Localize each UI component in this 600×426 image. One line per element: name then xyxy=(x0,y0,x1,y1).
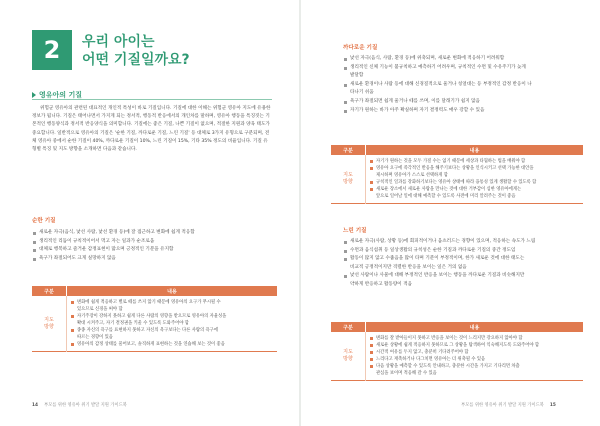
list-item: 낯선 사람이나 사물에 대해 부정적인 반응을 보이는 행동을 까다로운 기질과 비슷해지만 xyxy=(343,272,583,281)
list-item: 느리다고 재촉하거나 다그치면 영유아는 더 위축될 수 있음 xyxy=(370,356,579,363)
subheading-easy xyxy=(32,216,56,224)
list-item-continued: 발달함 xyxy=(350,73,364,79)
list-item: 대체로 행복하고 즐거운 감정표현이 많으며 긍정적인 기분을 유지함 xyxy=(32,246,277,255)
list-item: 영유아의 감정 상태를 물어보고, 솔직하게 표현하는 것을 연습해 보는 것이 좋음 xyxy=(71,341,273,348)
list-item: 새로운 환경이나 사람 등에 대해 신경질적으로 울거나 칭얼대는 등 부정적인 감정 반응이 나 xyxy=(343,81,583,90)
footer-text: 부모를 위한 영유아 위기 발달 지원 가이드북 xyxy=(461,403,544,408)
subheading-text: 까다로운 기질 xyxy=(343,45,378,51)
list-item: 생리적인 신체 기능이 불규칙하고 예측하기 어려우며, 규칙적인 수면 및 수유주기가 늦게 xyxy=(343,64,583,73)
triangle-bullet-icon xyxy=(32,92,36,98)
subheading-text: 느린 기질 xyxy=(343,228,367,234)
table-header-category: 구분 xyxy=(32,286,67,296)
chapter-title-line: 어떤 기질일까요? xyxy=(82,52,190,68)
list-item-continued: 제시하며 영유아가 스스로 선택하게 함 xyxy=(376,173,448,178)
page-number: 14 xyxy=(32,402,38,408)
difficult-guidance-table xyxy=(331,145,583,204)
table-header-content: 내용 xyxy=(366,145,584,155)
list-item: 생리적인 리듬이 규칙적이어서 먹고 자는 일과가 순조로움 xyxy=(32,238,277,247)
guidance-label-line: 지도 xyxy=(44,316,54,323)
right-footer xyxy=(461,402,556,408)
page-number: 15 xyxy=(549,402,556,408)
guidance-label-line: 지도 xyxy=(343,349,353,355)
list-item: 낯선 자극(음식, 사람, 환경 등)에 위축되며, 새로운 변화에 적응하기 어려워함 xyxy=(343,55,583,64)
table-header-category: 구분 xyxy=(331,322,366,332)
table-header-content: 내용 xyxy=(67,286,278,296)
list-item: 욕구가 좌절되면 쉽게 울거나 떼를 쓰며, 이를 달래기가 쉽지 않음 xyxy=(343,98,583,107)
section-divider xyxy=(32,99,272,100)
subheading-difficult xyxy=(343,43,377,51)
subheading-slow xyxy=(343,226,367,234)
list-item-continued: 있으므로 신경을 써야 함 xyxy=(77,307,123,312)
chapter-number-badge: 2 xyxy=(32,30,72,70)
list-item: 새로운 장소에서 새로운 사람을 만나는 것에 대한 거부감이 심한 영유아에게는 xyxy=(370,186,579,193)
list-item-continued: 앞으로 일어날 일에 대해 예측할 수 있도록 사전에 미리 알려주는 것이 좋음 xyxy=(376,194,516,199)
difficult-traits-list xyxy=(343,55,583,115)
list-item: 종종 자신의 욕구를 표현하지 못하고 자신의 욕구보다는 다른 사람의 욕구에 xyxy=(71,327,273,334)
footer-text: 부모를 위한 영유아 위기 발달 지원 가이드북 xyxy=(43,403,127,408)
left-page xyxy=(0,0,299,426)
slow-guidance-table xyxy=(331,322,583,381)
left-footer xyxy=(32,402,127,408)
list-item: 욕구가 좌절되어도 크게 실망하지 않음 xyxy=(32,255,277,264)
right-page xyxy=(301,0,600,426)
guidance-label-line: 방향 xyxy=(44,323,54,330)
list-item: 활동이 많지 않고 수줍음을 많이 타며 기분이 부정적이며, 한가 새로운 것에 대한 태도는 xyxy=(343,255,583,264)
list-item: 새로운 자극(사람, 상황 등)에 회피적이거나 움츠러드는 경향이 있으며, 적응하는 속도가 느림 xyxy=(343,238,583,247)
list-item: 시간적 여유를 두지 않고, 충분히 기다려주어야 함 xyxy=(370,349,579,356)
chapter-title-line: 우리 아이는 xyxy=(82,34,155,50)
list-item: 자기주장이 강하지 못하고 쉽게 다른 사람의 영향을 받으므로 영유아의 자율성을 xyxy=(71,313,273,320)
subheading-text: 순한 기질 xyxy=(32,218,56,224)
list-item-continued: 관심을 보이며 적응해 갈 수 있음 xyxy=(376,371,437,376)
list-item: 수면과 음식섭취 등 일상생활의 규칙성은 순한 기질과 까다로운 기질의 중간 정도임 xyxy=(343,247,583,256)
guidance-label xyxy=(331,155,366,204)
list-item: 변화에 쉽게 적응하고 별로 떼를 쓰지 않기 때문에 영유아의 요구가 무시될 수 xyxy=(71,299,273,306)
guidance-label-line: 지도 xyxy=(343,172,353,178)
guidance-label-line: 방향 xyxy=(343,179,353,185)
slow-traits-list xyxy=(343,238,583,290)
easy-guidance-table xyxy=(32,286,277,352)
guidance-content xyxy=(67,296,278,352)
easy-traits-list xyxy=(32,229,277,263)
list-item: 영유아 요구에 즉각적인 반응을 해주기보다는 상황을 인식시키고 선택 가능한 대안을 xyxy=(370,165,579,172)
guidance-label-line: 방향 xyxy=(343,356,353,362)
chapter-title xyxy=(82,33,272,69)
guidance-label xyxy=(331,332,366,381)
section-heading-text: 영유아의 기질 xyxy=(39,91,83,99)
list-item: 다음 상황을 예측할 수 있도록 안내하고, 충분한 시간을 가지고 기다리면 차츰 xyxy=(370,363,579,370)
list-item-continued: 약하게 반응하고 활동량이 적음 xyxy=(350,281,413,287)
list-item-continued: 따르는 경향이 있음 xyxy=(77,335,113,340)
list-item: 자기가 원하는 것을 모두 가질 수는 없기 때문에 세상과 타협하는 법을 배워야 함 xyxy=(370,158,579,165)
list-item: 자기가 원하는 바가 아주 확실하며 자기 결정력도 매우 강할 수 있음 xyxy=(343,107,583,116)
table-header-content: 내용 xyxy=(366,322,584,332)
table-header-category: 구분 xyxy=(331,145,366,155)
list-item-continued: 비교적 긍정적이지만 격렬한 반응을 보이는 일은 거의 없음 xyxy=(350,264,467,270)
list-item: 규칙적인 일과를 강화하기보다는 영유아 상태에 따라 융통성 있게 생활할 수 있도록 함 xyxy=(370,179,579,186)
list-item: 변화를 잘 받아들이지 못하고 반응을 보이는 것이 느리지만 강요하지 않아야 함 xyxy=(370,335,579,342)
list-item: 새로운 상황에 쉽게 적응하지 못하므로 그 상황을 탐색하여 익숙해지도록 도와주어야 함 xyxy=(370,342,579,349)
list-item-continued: 확대 시켜주고, 자기 결정권을 키울 수 있도록 도와주어야 함 xyxy=(77,321,189,326)
intro-paragraph: 위험군 영유아의 관련된 대표적인 개인적 특성이 바로 기질입니다. 기질에 대한 이해는 위험군 영유아 지도에 유용한 정보가 됩니다. 기질은 태어나면서 가지게 되는 정서적, 행동적 반응에서의 개인차를 말하며, 영유아 행동을 특징짓는 기본적인 행동양식과 정서적 반응양식을 의미합니다. 기질에는 좋은 기질, 나쁜 기질이 없으며, 적절한 지원과 양육 태도가 중요합니다. 일반적으로 영유아의 기질은 '순한 기질, 까다로운 기질, 느린 기질' 등 대체로 3가지 유형으로 구분되며, 전체 영유아 중에서 순한 기질이 40%, 까다로운 기질이 10%, 느린 기질이 15%, 기타 35% 정도의 비율입니다. 기질 유형별 특징 및 지도 방향을 소개하면 다음과 같습니다. xyxy=(32,106,271,153)
guidance-label xyxy=(32,296,67,352)
guidance-content xyxy=(366,332,584,381)
guidance-content xyxy=(366,155,584,204)
list-item-continued: 타나기 쉬움 xyxy=(350,90,374,96)
list-item: 새로운 자극(음식, 낯선 사람, 낯선 환경 등)에 잘 접근하고 변화에 쉽게 적응함 xyxy=(32,229,277,238)
